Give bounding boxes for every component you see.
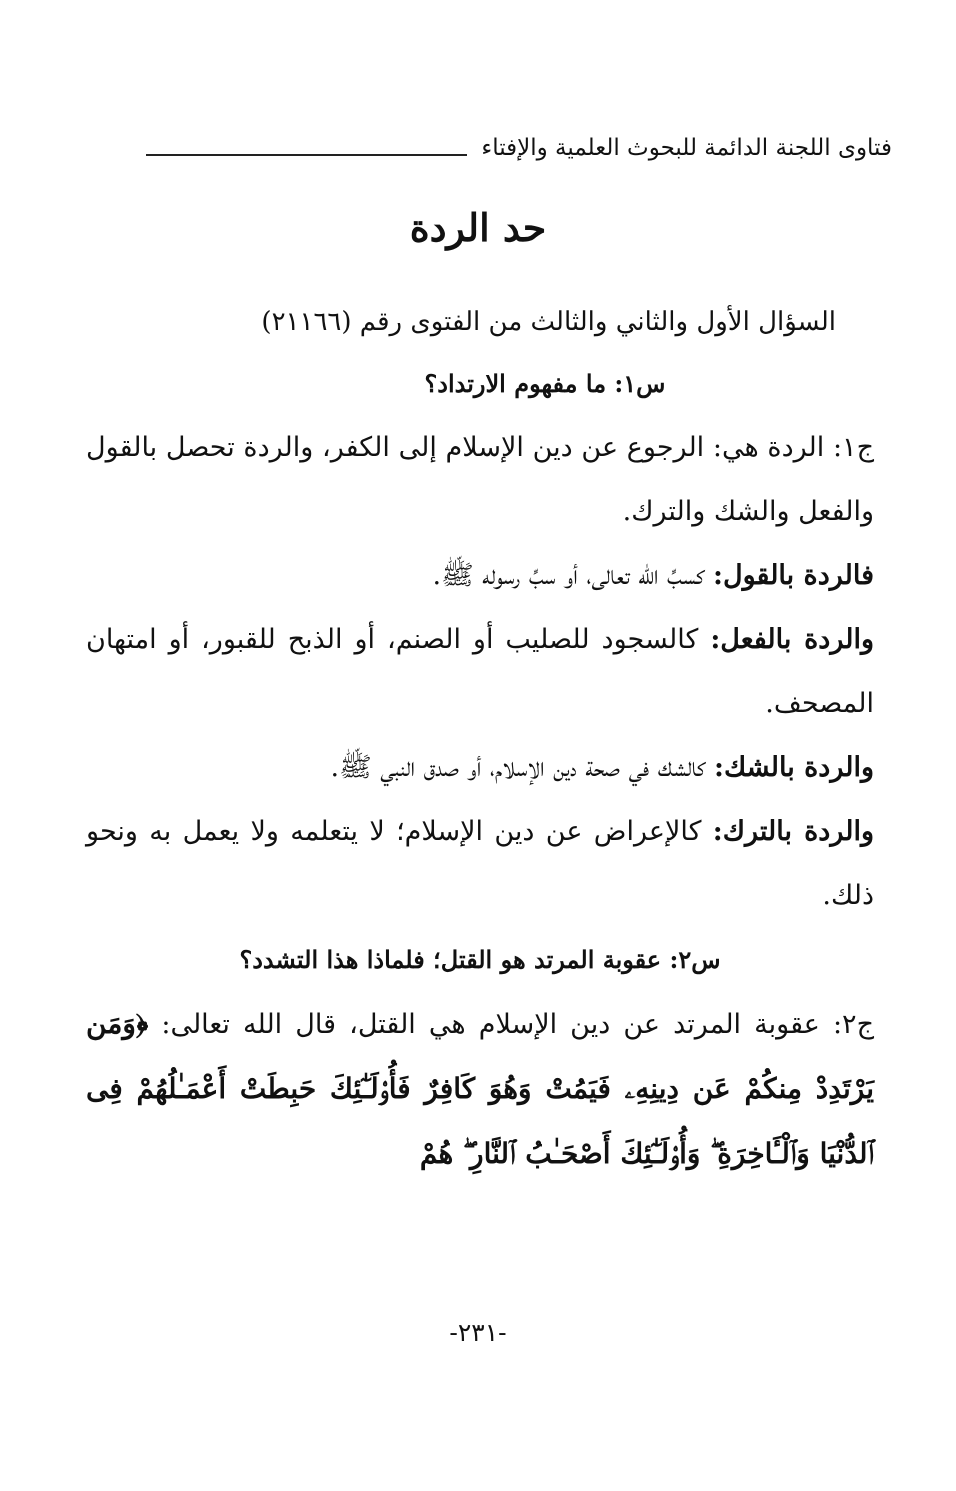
apostasy-by-speech-text: كسبِّ الله تعالى، أو سبِّ رسوله ﷺ. (432, 560, 713, 591)
answer-2 (86, 992, 874, 1187)
apostasy-by-abandonment (86, 800, 874, 928)
page-body (86, 290, 874, 1187)
apostasy-by-doubt-lead: والردة بالشك: (713, 752, 874, 783)
apostasy-by-action-lead: والردة بالفعل: (710, 624, 874, 655)
question-1: س١: ما مفهوم الارتداد؟ (424, 369, 666, 398)
page-number: -٢٣١- (449, 1318, 507, 1347)
apostasy-by-abandonment-text: كالإعراض عن دين الإسلام؛ لا يتعلمه ولا يعمل به ونحو ذلك. (86, 816, 874, 911)
apostasy-by-doubt (86, 736, 874, 800)
section-title: حد الردة (409, 205, 547, 250)
apostasy-by-action (86, 608, 874, 736)
apostasy-by-speech-lead: فالردة بالقول: (713, 560, 874, 591)
answer-1: ج١: الردة هي: الرجوع عن دين الإسلام إلى الكفر، والردة تحصل بالقول والفعل والشك والترك. (86, 432, 874, 527)
answer-2-text: ج٢: عقوبة المرتد عن دين الإسلام هي القتل، قال الله تعالى: (148, 1009, 874, 1040)
fatwa-source-line: السؤال الأول والثاني والثالث من الفتوى رقم (٢١١٦٦) (261, 307, 836, 337)
apostasy-by-speech (86, 544, 874, 608)
running-header-title: فتاوى اللجنة الدائمة للبحوث العلمية والإفتاء (481, 134, 892, 161)
apostasy-by-doubt-text: كالشك في صحة دين الإسلام، أو صدق النبي ﷺ. (330, 752, 714, 783)
question-2: س٢: عقوبة المرتد هو القتل؛ فلماذا هذا التشدد؟ (239, 945, 721, 974)
running-header (146, 128, 892, 168)
apostasy-by-action-text: كالسجود للصليب أو الصنم، أو الذبح للقبور، أو امتهان المصحف. (86, 624, 874, 719)
apostasy-by-abandonment-lead: والردة بالترك: (712, 816, 874, 847)
header-rule (146, 154, 467, 156)
quran-verse: ﴿وَمَن يَرْتَدِدْ مِنكُمْ عَن دِينِهِۦ فَيَمُتْ وَهُوَ كَافِرٌ فَأُو۟لَـٰٓئِكَ حَبِطَتْ أَعْمَـٰلُهُمْ فِى ٱلدُّنْيَا وَٱلْـَٔاخِرَةِ ۖ وَأُو۟لَـٰٓئِكَ أَصْحَـٰبُ ٱلنَّارِ ۖ هُمْ (86, 1007, 874, 1170)
